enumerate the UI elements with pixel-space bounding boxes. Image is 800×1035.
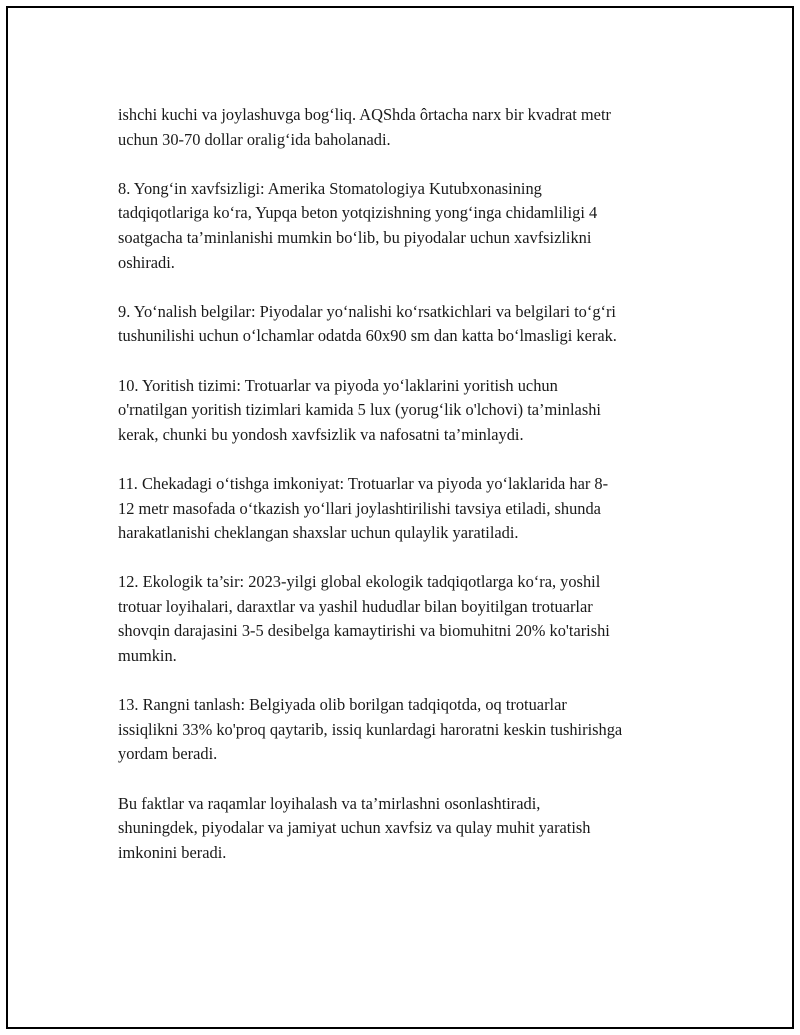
text-line: tadqiqotlariga ko‘ra, Yupqa beton yotqizishning yong‘inga chidamliligi 4	[118, 203, 598, 223]
paragraph	[118, 300, 688, 349]
paragraph	[118, 472, 688, 546]
text-line: ishchi kuchi va joylashuvga bog‘liq. AQShda ôrtacha narx bir kvadrat metr	[118, 105, 611, 124]
text-line: Bu faktlar va raqamlar loyihalash va ta’mirlashni osonlashtiradi,	[118, 793, 541, 813]
text-line: imkonini beradi.	[118, 842, 227, 862]
paragraph	[118, 177, 688, 275]
paragraph	[118, 570, 688, 668]
document-body	[118, 103, 688, 890]
text-line: issiqlikni 33% ko'proq qaytarib, issiq kunlardagi haroratni keskin tushirishga	[118, 719, 623, 739]
text-line: tushunilishi uchun o‘lchamlar odatda 60x90 sm dan katta bo‘lmasligi kerak.	[118, 326, 617, 346]
text-line: kerak, chunki bu yondosh xavfsizlik va nafosatni ta’minlaydi.	[118, 424, 524, 444]
paragraph	[118, 374, 688, 448]
text-line: harakatlanishi cheklangan shaxslar uchun qulaylik yaratiladi.	[118, 523, 519, 543]
text-line: uchun 30-70 dollar oralig‘ida baholanadi.	[118, 129, 391, 149]
text-line: 11. Chekadagi o‘tishga imkoniyat: Trotuarlar va piyoda yo‘laklarida har 8-	[118, 473, 609, 493]
text-line: 12. Ekologik ta’sir: 2023-yilgi global ekologik tadqiqotlarga ko‘ra, yoshil	[118, 572, 601, 592]
paragraph	[118, 693, 688, 767]
text-line: 10. Yoritish tizimi: Trotuarlar va piyoda yo‘laklarini yoritish uchun	[118, 375, 558, 395]
text-line: yordam beradi.	[118, 744, 218, 764]
paragraph	[118, 103, 688, 152]
paragraph	[118, 792, 688, 866]
text-line: 12 metr masofada o‘tkazish yo‘llari joylashtirilishi tavsiya etiladi, shunda	[118, 498, 601, 518]
text-line: shovqin darajasini 3-5 desibelga kamaytirishi va biomuhitni 20% ko'tarishi	[118, 621, 610, 641]
text-line: o'rnatilgan yoritish tizimlari kamida 5 lux (yorug‘lik o'lchovi) ta’minlashi	[118, 400, 601, 420]
text-line: oshiradi.	[118, 252, 175, 272]
text-line: mumkin.	[118, 646, 177, 666]
text-line: 8. Yong‘in xavfsizligi: Amerika Stomatologiya Kutubxonasining	[118, 178, 542, 198]
page-border	[6, 6, 794, 1029]
text-line: trotuar loyihalari, daraxtlar va yashil hududlar bilan boyitilgan trotuarlar	[118, 596, 593, 616]
text-line: soatgacha ta’minlanishi mumkin bo‘lib, bu piyodalar uchun xavfsizlikni	[118, 227, 592, 247]
text-line: 13. Rangni tanlash: Belgiyada olib borilgan tadqiqotda, oq trotuarlar	[118, 695, 567, 715]
text-line: 9. Yo‘nalish belgilar: Piyodalar yo‘nalishi ko‘rsatkichlari va belgilari to‘g‘ri	[118, 301, 616, 321]
text-line: shuningdek, piyodalar va jamiyat uchun xavfsiz va qulay muhit yaratish	[118, 818, 591, 838]
